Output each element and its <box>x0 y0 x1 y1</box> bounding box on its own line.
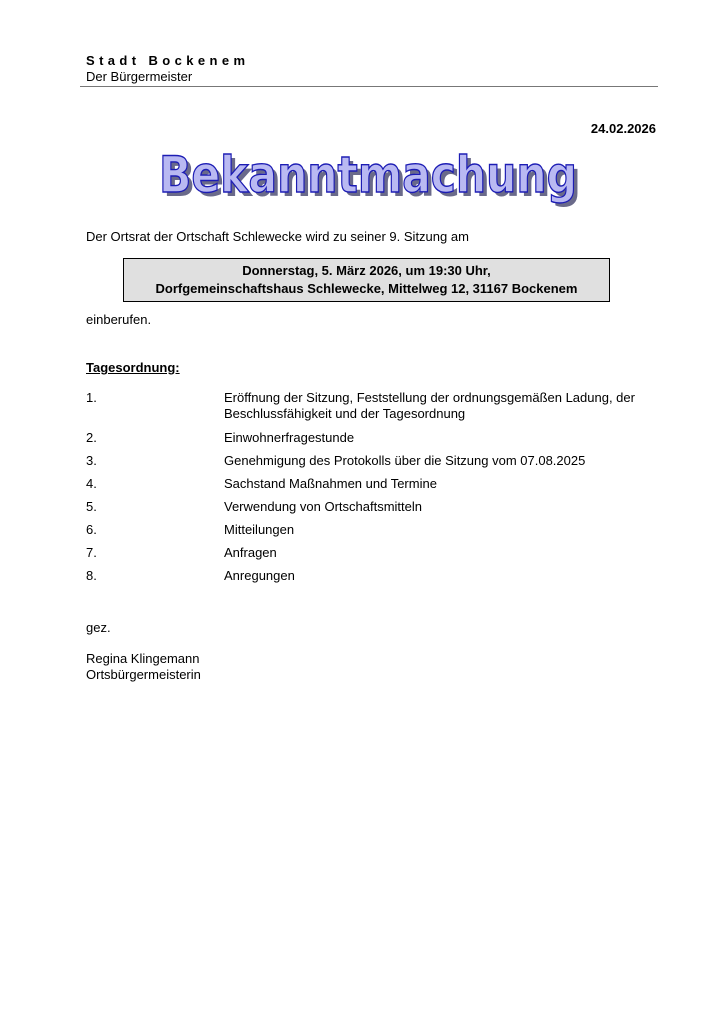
agenda-item <box>86 568 666 584</box>
agenda-item-number: 8. <box>86 568 97 583</box>
agenda-item-number: 4. <box>86 476 97 491</box>
convened-text: einberufen. <box>86 312 152 327</box>
agenda-item <box>86 453 666 469</box>
headline-text: Bekanntmachung <box>159 146 577 204</box>
agenda-item-number: 6. <box>86 522 97 537</box>
header-divider <box>80 86 658 87</box>
headline-shadow: Bekanntmachung <box>163 150 581 208</box>
signed-marker: gez. <box>86 620 111 635</box>
agenda-item-number: 3. <box>86 453 97 468</box>
agenda-item-text: Einwohnerfragestunde <box>224 430 355 445</box>
agenda-item-number: 1. <box>86 390 97 405</box>
town-name: Stadt Bockenem <box>86 53 250 68</box>
meeting-location: Dorfgemeinschaftshaus Schlewecke, Mittelweg 12, 31167 Bockenem <box>155 281 578 296</box>
agenda-item-text: Genehmigung des Protokolls über die Sitzung vom 07.08.2025 <box>224 453 586 468</box>
signatory-name: Regina Klingemann <box>86 651 200 666</box>
agenda-item-text: Eröffnung der Sitzung, Feststellung der ordnungsgemäßen Ladung, der Beschlussfähigkeit und der Tagesordnung <box>224 390 635 421</box>
intro-text: Der Ortsrat der Ortschaft Schlewecke wird zu seiner 9. Sitzung am <box>86 229 469 244</box>
headline-wordart <box>148 140 588 220</box>
agenda-item-number: 5. <box>86 499 97 514</box>
agenda-item <box>86 390 666 422</box>
office-title: Der Bürgermeister <box>86 69 193 84</box>
document-date: 24.02.2026 <box>590 121 656 136</box>
signatory-role: Ortsbürgermeisterin <box>86 667 201 682</box>
agenda-item-number: 7. <box>86 545 97 560</box>
agenda-item <box>86 545 666 561</box>
agenda-item <box>86 476 666 492</box>
agenda-item <box>86 430 666 446</box>
agenda-item <box>86 499 666 515</box>
meeting-date-time: Donnerstag, 5. März 2026, um 19:30 Uhr, <box>242 263 491 278</box>
agenda-item <box>86 522 666 538</box>
agenda-item-text: Mitteilungen <box>224 522 295 537</box>
meeting-details-box <box>123 258 610 302</box>
agenda-title: Tagesordnung: <box>86 360 180 375</box>
agenda-item-text: Anregungen <box>224 568 295 583</box>
agenda-item-text: Sachstand Maßnahmen und Termine <box>224 476 437 491</box>
agenda-item-number: 2. <box>86 430 97 445</box>
agenda-item-text: Verwendung von Ortschaftsmitteln <box>224 499 422 514</box>
agenda-list <box>86 390 666 584</box>
agenda-item-text: Anfragen <box>224 545 277 560</box>
